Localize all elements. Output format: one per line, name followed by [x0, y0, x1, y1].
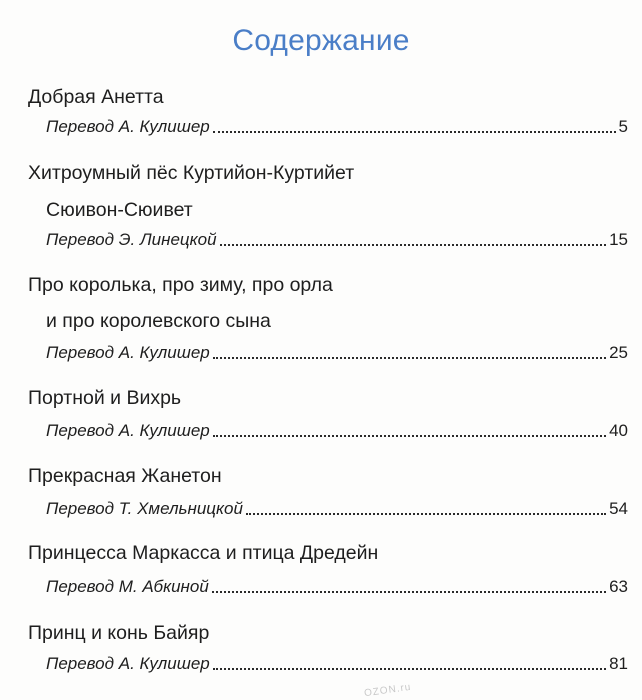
toc-translator-row	[46, 420, 628, 442]
watermark: OZON.ru	[363, 681, 413, 700]
toc-translator-row	[46, 229, 628, 251]
toc-entry-title: Принц и конь Байяр	[28, 622, 210, 644]
page-number: 15	[609, 230, 628, 249]
toc-translator-row	[46, 342, 628, 364]
page-number: 81	[609, 654, 628, 673]
page-number: 54	[609, 499, 628, 518]
toc-translator-row	[46, 116, 628, 138]
translator-name: Перевод А. Кулишер	[46, 343, 210, 362]
dot-leader	[213, 131, 616, 133]
toc-entry-title: Прекрасная Жанетон	[28, 465, 222, 487]
toc-entry-title: Хитроумный пёс Куртийон-Куртийет	[28, 162, 355, 184]
dot-leader	[212, 591, 606, 593]
toc-entry-title-continued: Сюивон-Сюивет	[46, 199, 193, 221]
translator-name: Перевод Т. Хмельницкой	[46, 499, 243, 518]
toc-entry-title-continued: и про королевского сына	[46, 310, 271, 332]
translator-name: Перевод А. Кулишер	[46, 654, 210, 673]
toc-entry-title: Про королька, про зиму, про орла	[28, 274, 333, 296]
dot-leader	[220, 244, 607, 246]
translator-name: Перевод Э. Линецкой	[46, 230, 217, 249]
page-number: 25	[609, 343, 628, 362]
page-number: 40	[609, 421, 628, 440]
dot-leader	[246, 513, 606, 515]
page-title: Содержание	[232, 24, 410, 57]
translator-name: Перевод А. Кулишер	[46, 117, 210, 136]
page-number: 63	[609, 577, 628, 596]
toc-entry-title: Принцесса Маркасса и птица Дредейн	[28, 542, 379, 564]
dot-leader	[213, 357, 606, 359]
toc-translator-row	[46, 653, 628, 675]
dot-leader	[213, 435, 606, 437]
page-number: 5	[618, 117, 628, 136]
translator-name: Перевод М. Абкиной	[46, 577, 209, 596]
toc-translator-row	[46, 498, 628, 520]
translator-name: Перевод А. Кулишер	[46, 421, 210, 440]
dot-leader	[213, 668, 606, 670]
toc-entry-title: Добрая Анетта	[28, 86, 164, 108]
toc-translator-row	[46, 576, 628, 598]
toc-entry-title: Портной и Вихрь	[28, 387, 182, 409]
